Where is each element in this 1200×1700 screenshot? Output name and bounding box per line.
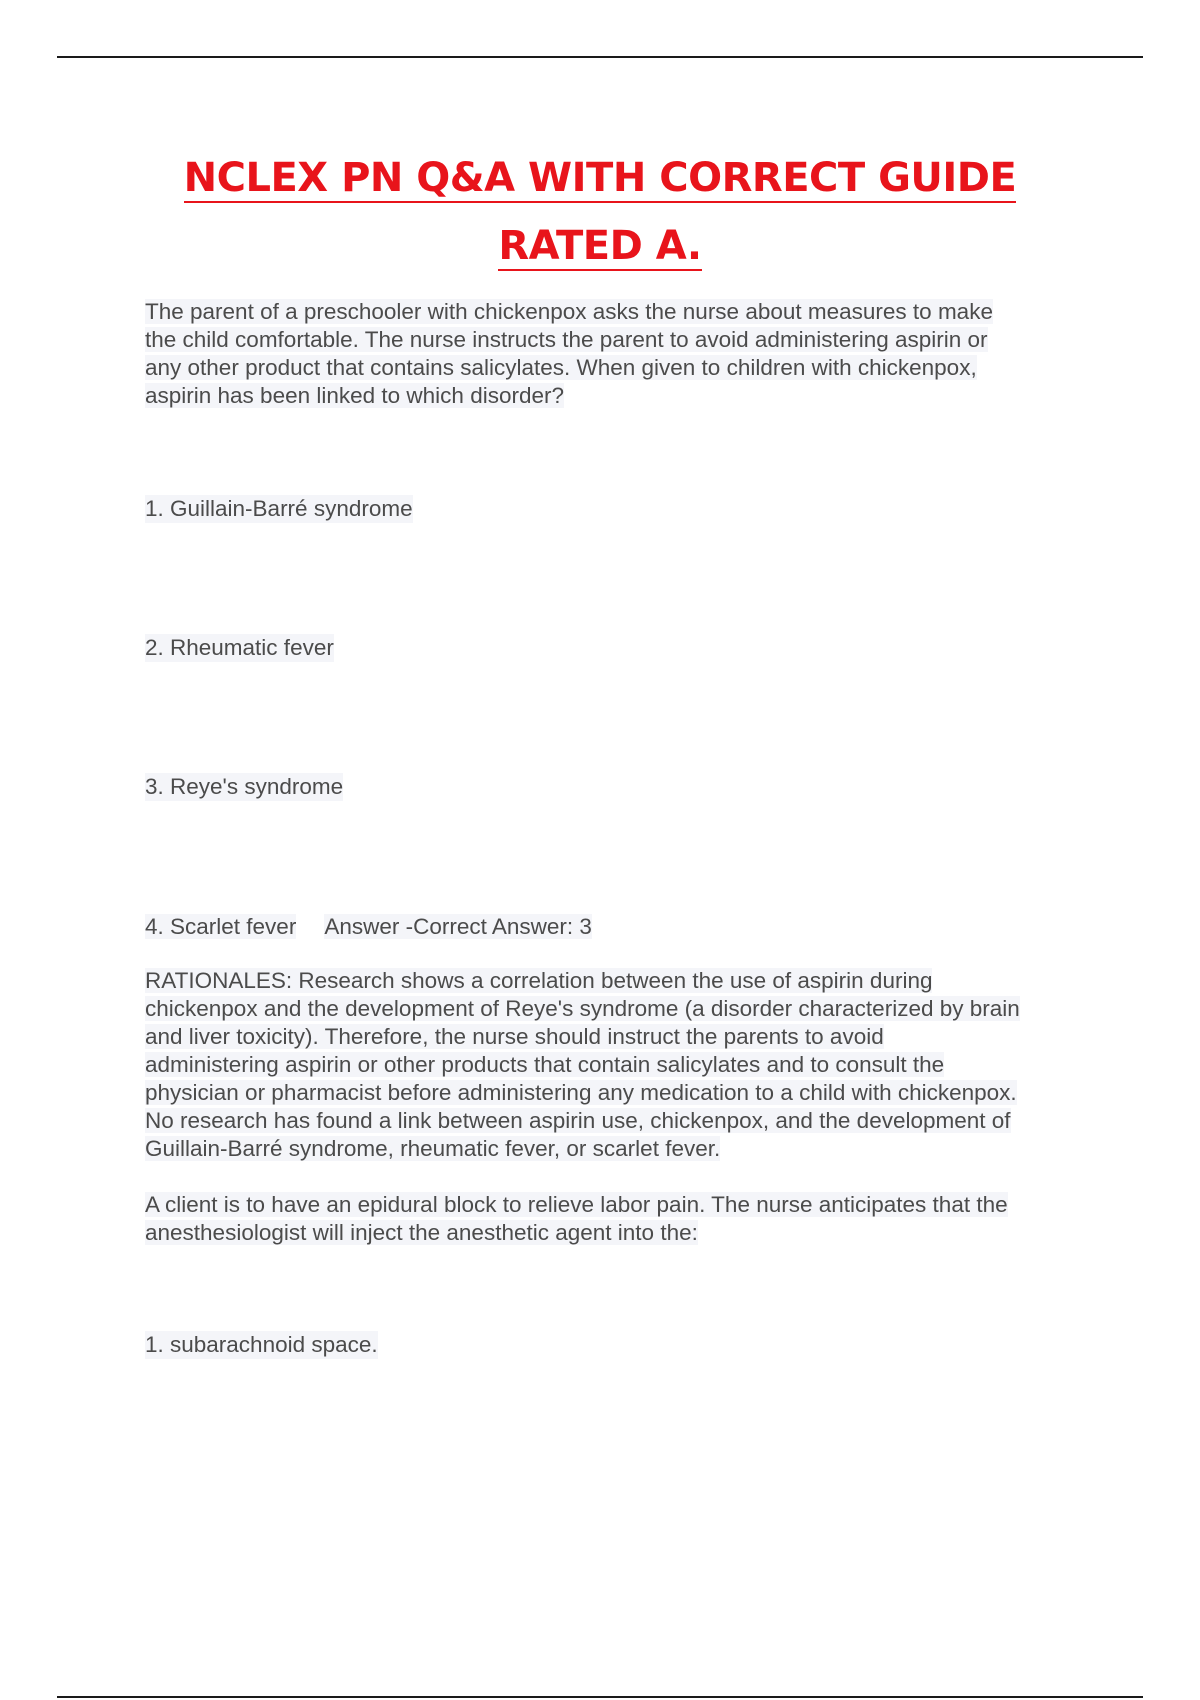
document-title-line-1: NCLEX PN Q&A WITH CORRECT GUIDE (183, 155, 1017, 201)
question-2-option-1: 1. subarachnoid space. (145, 1332, 378, 1357)
question-1-option-4: 4. Scarlet fever (145, 914, 297, 939)
question-1-option-1: 1. Guillain-Barré syndrome (145, 496, 413, 521)
question-1-stem: The parent of a preschooler with chickenpox asks the nurse about measures to make the child comfortable. The nurse instructs the parent to avoid administering aspirin or any other product that contains salicylates. When given to children with chickenpox, aspirin has been linked to which disorder? (145, 299, 993, 408)
question-2-stem: A client is to have an epidural block to relieve labor pain. The nurse anticipates that the anesthesiologist will inject the anesthetic agent into the: (145, 1192, 1008, 1245)
question-1-option-3: 3. Reye's syndrome (145, 774, 344, 799)
top-rule (57, 56, 1143, 58)
question-1-answer: Answer -Correct Answer: 3 (324, 914, 592, 939)
bottom-rule (57, 1696, 1143, 1698)
question-1-rationale: RATIONALES: Research shows a correlation between the use of aspirin during chickenpox and the development of Reye's syndrome (a disorder characterized by brain and liver toxicity). Therefore, the nurse should instruct the parents to avoid administering aspirin or other products that contain salicylates and to consult the physician or pharmacist before administering any medication to a child with chickenpox. No research has found a link between aspirin use, chickenpox, and the development of Guillain-Barré syndrome, rheumatic fever, or scarlet fever. (145, 968, 1020, 1161)
question-1-option-4-row (145, 913, 592, 941)
document-title-line-2: RATED A. (498, 223, 702, 269)
question-1-option-2: 2. Rheumatic fever (145, 635, 334, 660)
